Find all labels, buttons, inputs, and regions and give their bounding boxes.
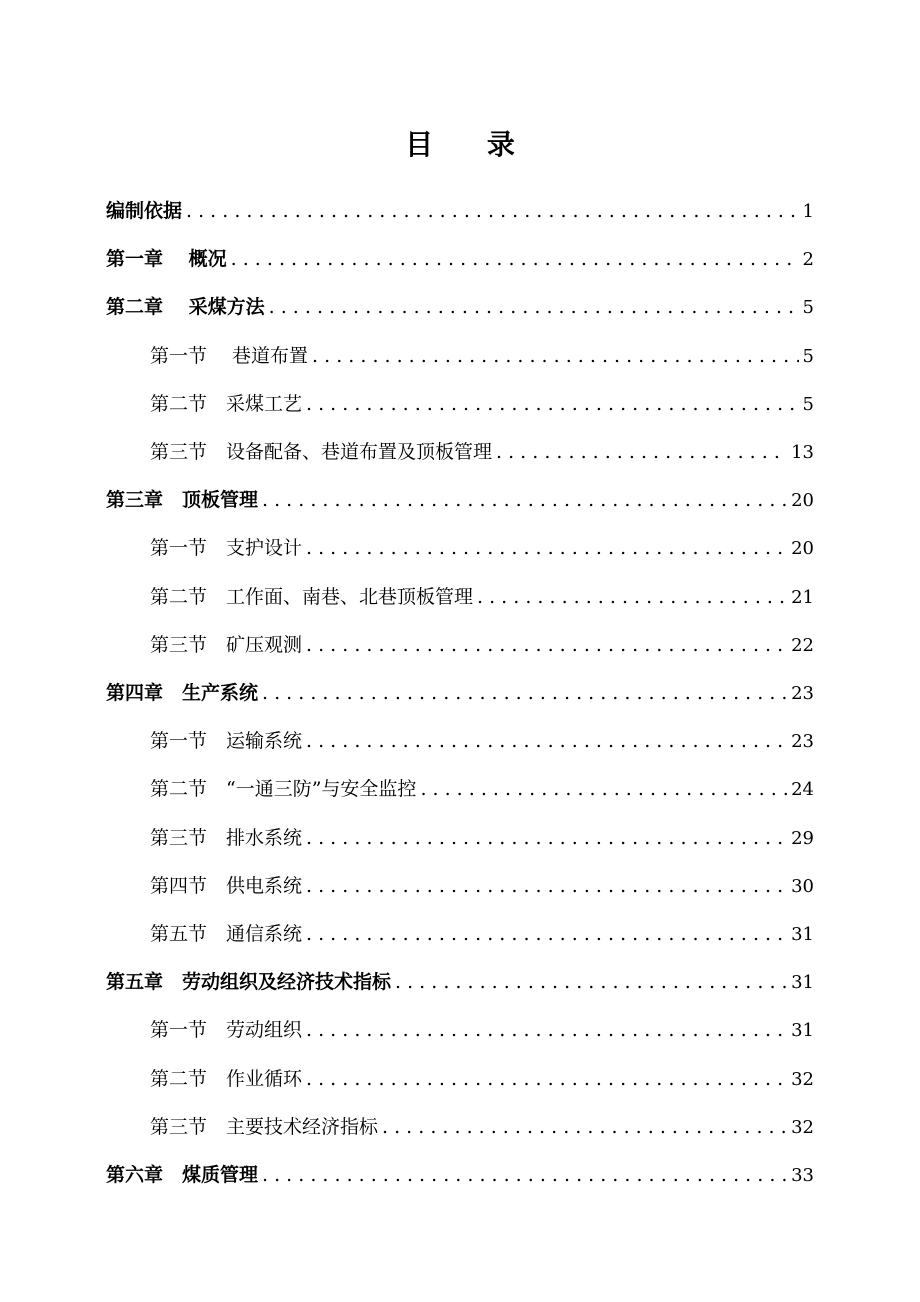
toc-section-entry[interactable] (150, 580, 814, 614)
toc-section-entry[interactable] (150, 917, 814, 951)
toc-entry-label: 第一节 巷道布置 (150, 344, 309, 367)
toc-entry-label: 第二节 作业循环 (150, 1067, 303, 1090)
toc-chapter-entry[interactable] (106, 676, 814, 710)
toc-page-number: 31 (791, 1020, 814, 1042)
toc-dot-leader (382, 1110, 787, 1144)
toc-page-number: 21 (791, 586, 814, 608)
toc-dot-leader (262, 483, 787, 517)
toc-page-number: 20 (791, 538, 814, 560)
toc-dot-leader (312, 339, 799, 373)
toc-entry-label: 第三节 排水系统 (150, 826, 303, 849)
toc-section-entry[interactable] (150, 531, 814, 565)
toc-page-number: 5 (802, 297, 814, 319)
toc-entry-label: 第五节 通信系统 (150, 923, 303, 945)
toc-chapter-entry[interactable] (106, 194, 814, 228)
toc-section-entry[interactable] (150, 339, 814, 373)
toc-dot-leader (306, 1013, 787, 1047)
toc-entry-label: 第三节 矿压观测 (150, 633, 303, 656)
toc-section-entry[interactable] (150, 1013, 814, 1047)
toc-entry-label: 第一章 概况 (106, 248, 227, 271)
toc-page-number: 24 (791, 779, 814, 801)
toc-entry-label: 第六章 煤质管理 (106, 1164, 259, 1186)
toc-page-number: 23 (791, 683, 814, 704)
toc-entry-label: 第一节 支护设计 (150, 537, 303, 560)
toc-entry-label: 第二节 “一通三防”与安全监控 (150, 778, 417, 801)
toc-entry-label: 第四节 供电系统 (150, 874, 303, 897)
toc-dot-leader (262, 1158, 787, 1192)
toc-entry-label: 第一节 运输系统 (150, 730, 303, 753)
toc-page-number: 1 (802, 201, 814, 222)
toc-section-entry[interactable] (150, 435, 814, 469)
toc-entry-label: 第一节 劳动组织 (150, 1019, 303, 1042)
toc-dot-leader (306, 1062, 787, 1096)
toc-page-number: 20 (791, 490, 814, 512)
toc-page-number: 31 (791, 972, 814, 994)
toc-page-number: 5 (802, 393, 814, 415)
toc-page-number: 23 (791, 731, 814, 753)
toc-dot-leader (231, 242, 799, 276)
toc-page-number: 29 (791, 827, 814, 849)
toc-chapter-entry[interactable] (106, 242, 814, 276)
toc-section-entry[interactable] (150, 628, 814, 662)
toc-dot-leader (306, 628, 787, 662)
toc-entry-label: 第四章 生产系统 (106, 682, 259, 704)
toc-page-number: 32 (791, 1116, 814, 1138)
toc-dot-leader (262, 676, 787, 710)
toc-page-number: 2 (802, 249, 814, 271)
toc-dot-leader (306, 821, 787, 855)
toc-entry-label: 第二章 采煤方法 (106, 296, 265, 319)
toc-dot-leader (306, 869, 787, 903)
toc-dot-leader (306, 917, 787, 951)
toc-entry-label: 第二节 工作面、南巷、北巷顶板管理 (150, 585, 474, 608)
toc-dot-leader (306, 724, 787, 758)
toc-page-number: 30 (791, 875, 814, 897)
toc-entry-label: 第三节 主要技术经济指标 (150, 1115, 379, 1138)
toc-section-entry[interactable] (150, 869, 814, 903)
toc-section-entry[interactable] (150, 724, 814, 758)
toc-section-entry[interactable] (150, 387, 814, 421)
toc-entry-label: 第五章 劳动组织及经济技术指标 (106, 971, 392, 994)
toc-entry-label: 第三节 设备配备、巷道布置及顶板管理 (150, 441, 493, 463)
toc-dot-leader (306, 387, 799, 421)
toc-page-number: 13 (791, 442, 814, 463)
toc-dot-leader (269, 290, 799, 324)
toc-entry-label: 编制依据 (106, 200, 183, 222)
toc-page-number: 31 (791, 924, 814, 945)
toc-dot-leader (306, 531, 787, 565)
toc-section-entry[interactable] (150, 1062, 814, 1096)
toc-page-number: 33 (791, 1165, 814, 1186)
toc-chapter-entry[interactable] (106, 965, 814, 999)
toc-chapter-entry[interactable] (106, 483, 814, 517)
toc-section-entry[interactable] (150, 1110, 814, 1144)
toc-section-entry[interactable] (150, 772, 814, 806)
toc-section-entry[interactable] (150, 821, 814, 855)
toc-chapter-entry[interactable] (106, 290, 814, 324)
toc-page-number: 22 (791, 634, 814, 656)
toc-entry-label: 第二节 采煤工艺 (150, 392, 303, 415)
toc-dot-leader (420, 772, 787, 806)
toc-entry-label: 第三章 顶板管理 (106, 489, 259, 512)
toc-dot-leader (186, 194, 799, 228)
toc-chapter-entry[interactable] (106, 1158, 814, 1192)
toc-dot-leader (496, 435, 787, 469)
toc-page-number: 32 (791, 1068, 814, 1090)
toc-title: 目 录 (405, 128, 537, 161)
toc-dot-leader (477, 580, 787, 614)
toc-page-number: 5 (802, 345, 814, 367)
toc-dot-leader (395, 965, 787, 999)
